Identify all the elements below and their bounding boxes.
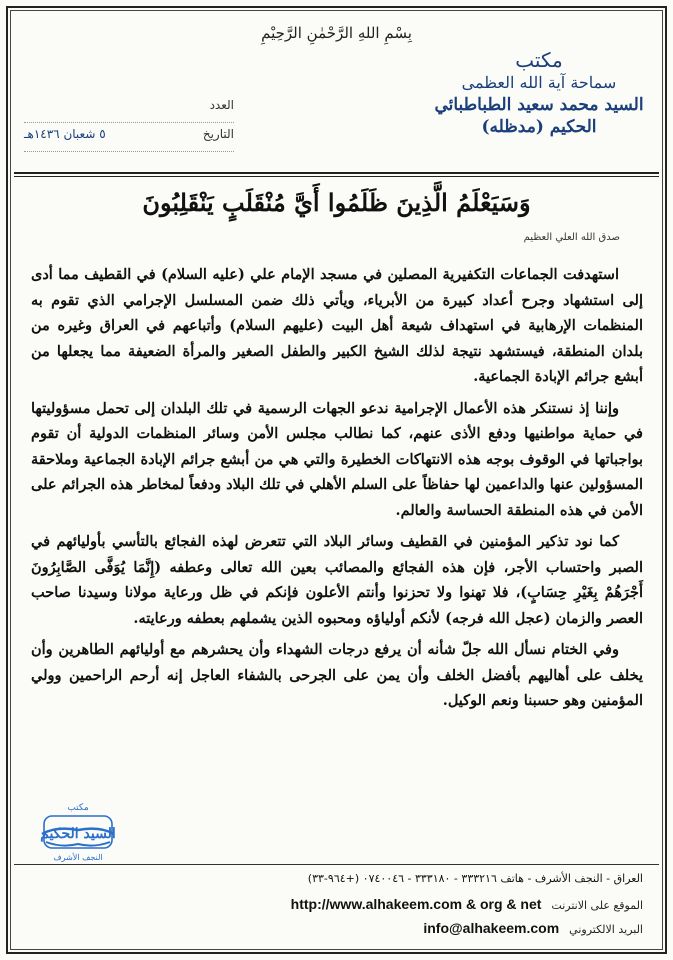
header-divider: [14, 172, 659, 174]
paragraph: وفي الختام نسأل الله جلّ شأنه أن يرفع درجات الشهداء وأن يحشرهم مع أوليائهم الطاهرين وأن يخلف على أهاليهم بأفضل الخلف وأن يمن على الجرحى بالشفاء العاجل إنه أرحم الراحمين وولي المؤمنين وهو حسبنا ونعم الوكيل.: [31, 641, 643, 709]
verse-source: صدق الله العلي العظيم: [523, 232, 620, 243]
paragraph: كما نود تذكير المؤمنين في القطيف وسائر البلاد التي تتعرض لهذه الفجائع بالتأسي بأوليائهم في الصبر واحتساب الأجر، فإن هذه الفجائع والمصائب بعين الله تعالى وعطفه (إِنَّمَا يُوَفَّى الصَّابِرُونَ أَجْرَهُمْ بِغَيْرِ حِسَابٍ)، فلا تهنوا ولا تحزنوا وأنتم الأعلون فإنكم في ظل ورعاية مولانا وسيدنا صاحب العصر والزمان (عجل الله فرجه) لأنكم أولياؤه ومحبوه الذين يشملهم بعطفه ورعايته.: [31, 533, 643, 627]
website-label: الموقع على الانترنت: [551, 899, 643, 912]
office-title: مكتب: [515, 48, 563, 72]
date-row: [24, 127, 234, 152]
date-label: التاريخ: [202, 127, 234, 141]
svg-text:السيد الحكيم: السيد الحكيم: [40, 826, 116, 842]
date-value: ٥ شعبان ١٤٣٦هـ: [24, 127, 106, 141]
svg-text:النجف الأشرف: النجف الأشرف: [53, 853, 103, 862]
svg-text:مكتب: مكتب: [67, 803, 89, 813]
number-row: [24, 98, 234, 123]
website-row: [143, 896, 643, 920]
office-letterhead: [429, 48, 649, 138]
office-name: السيد محمد سعيد الطباطبائي الحكيم (مدظله): [434, 95, 644, 137]
email-label: البريد الالكتروني: [569, 923, 643, 936]
letter-meta: [24, 98, 234, 156]
address-text: العراق - النجف الأشرف - هاتف ٣٣٣٢١٦ - ٣٣٣١٨٠ - ٠٧٤٠٠٤٦ (+٩٦٤-٣٣): [307, 872, 643, 885]
address-row: [143, 872, 643, 896]
email-link[interactable]: info@alhakeem.com: [423, 920, 560, 936]
paragraph: استهدفت الجماعات التكفيرية المصلين في مسجد الإمام علي (عليه السلام) في القطيف مما أدى إلى استشهاد وجرح أعداد كبيرة من الأبرياء، ويأتي ذلك ضمن المسلسل الإجرامي الذي تقوم به المنظمات الإرهابية في استهداف شيعة أهل البيت (عليهم السلام) وأتباعهم في العراق وغيره من بلدان المنطقة، فيستشهد نتيجة لذلك الشيخ الكبير والطفل الصغير والمرأة الضعيفة مما يجعلها من أبشع جرائم الإبادة الجماعية.: [31, 266, 643, 385]
seal-stamp-icon: [36, 796, 120, 868]
office-seal: [36, 796, 120, 868]
website-link[interactable]: http://www.alhakeem.com & org & net: [290, 896, 542, 912]
letter-body: [31, 262, 643, 720]
footer-divider: [14, 864, 659, 865]
header-divider-thin: [14, 176, 659, 177]
footer-contact: [143, 872, 643, 944]
number-label: العدد: [209, 98, 234, 112]
email-row: [143, 920, 643, 944]
office-rank: سماحة آية الله العظمى: [461, 73, 617, 92]
basmala: بِسْمِ اللهِ الرَّحْمٰنِ الرَّحِيْمِ: [261, 24, 412, 42]
quran-verse: وَسَيَعْلَمُ الَّذِينَ ظَلَمُوا أَيَّ مُنْقَلَبٍ يَنْقَلِبُونَ: [142, 188, 531, 217]
paragraph: وإننا إذ نستنكر هذه الأعمال الإجرامية ندعو الجهات الرسمية في تلك البلدان إلى تحمل مسؤوليتها في حماية مواطنيها ودفع الأذى عنهم، كما نطالب مجلس الأمن وسائر المنظمات الدولية أن تقوم بواجباتها في الوقوف بوجه هذه الانتهاكات الخطيرة والتي هي من أبشع جرائم الإبادة الجماعية وملاحقة المسؤولين عنها والداعمين لها حفاظاً على السلم الأهلي في تلك البلاد ودفعاً لمخاطر هذه الجرائم على الأمن في هذه المنطقة الحساسة والعالم.: [31, 399, 643, 519]
